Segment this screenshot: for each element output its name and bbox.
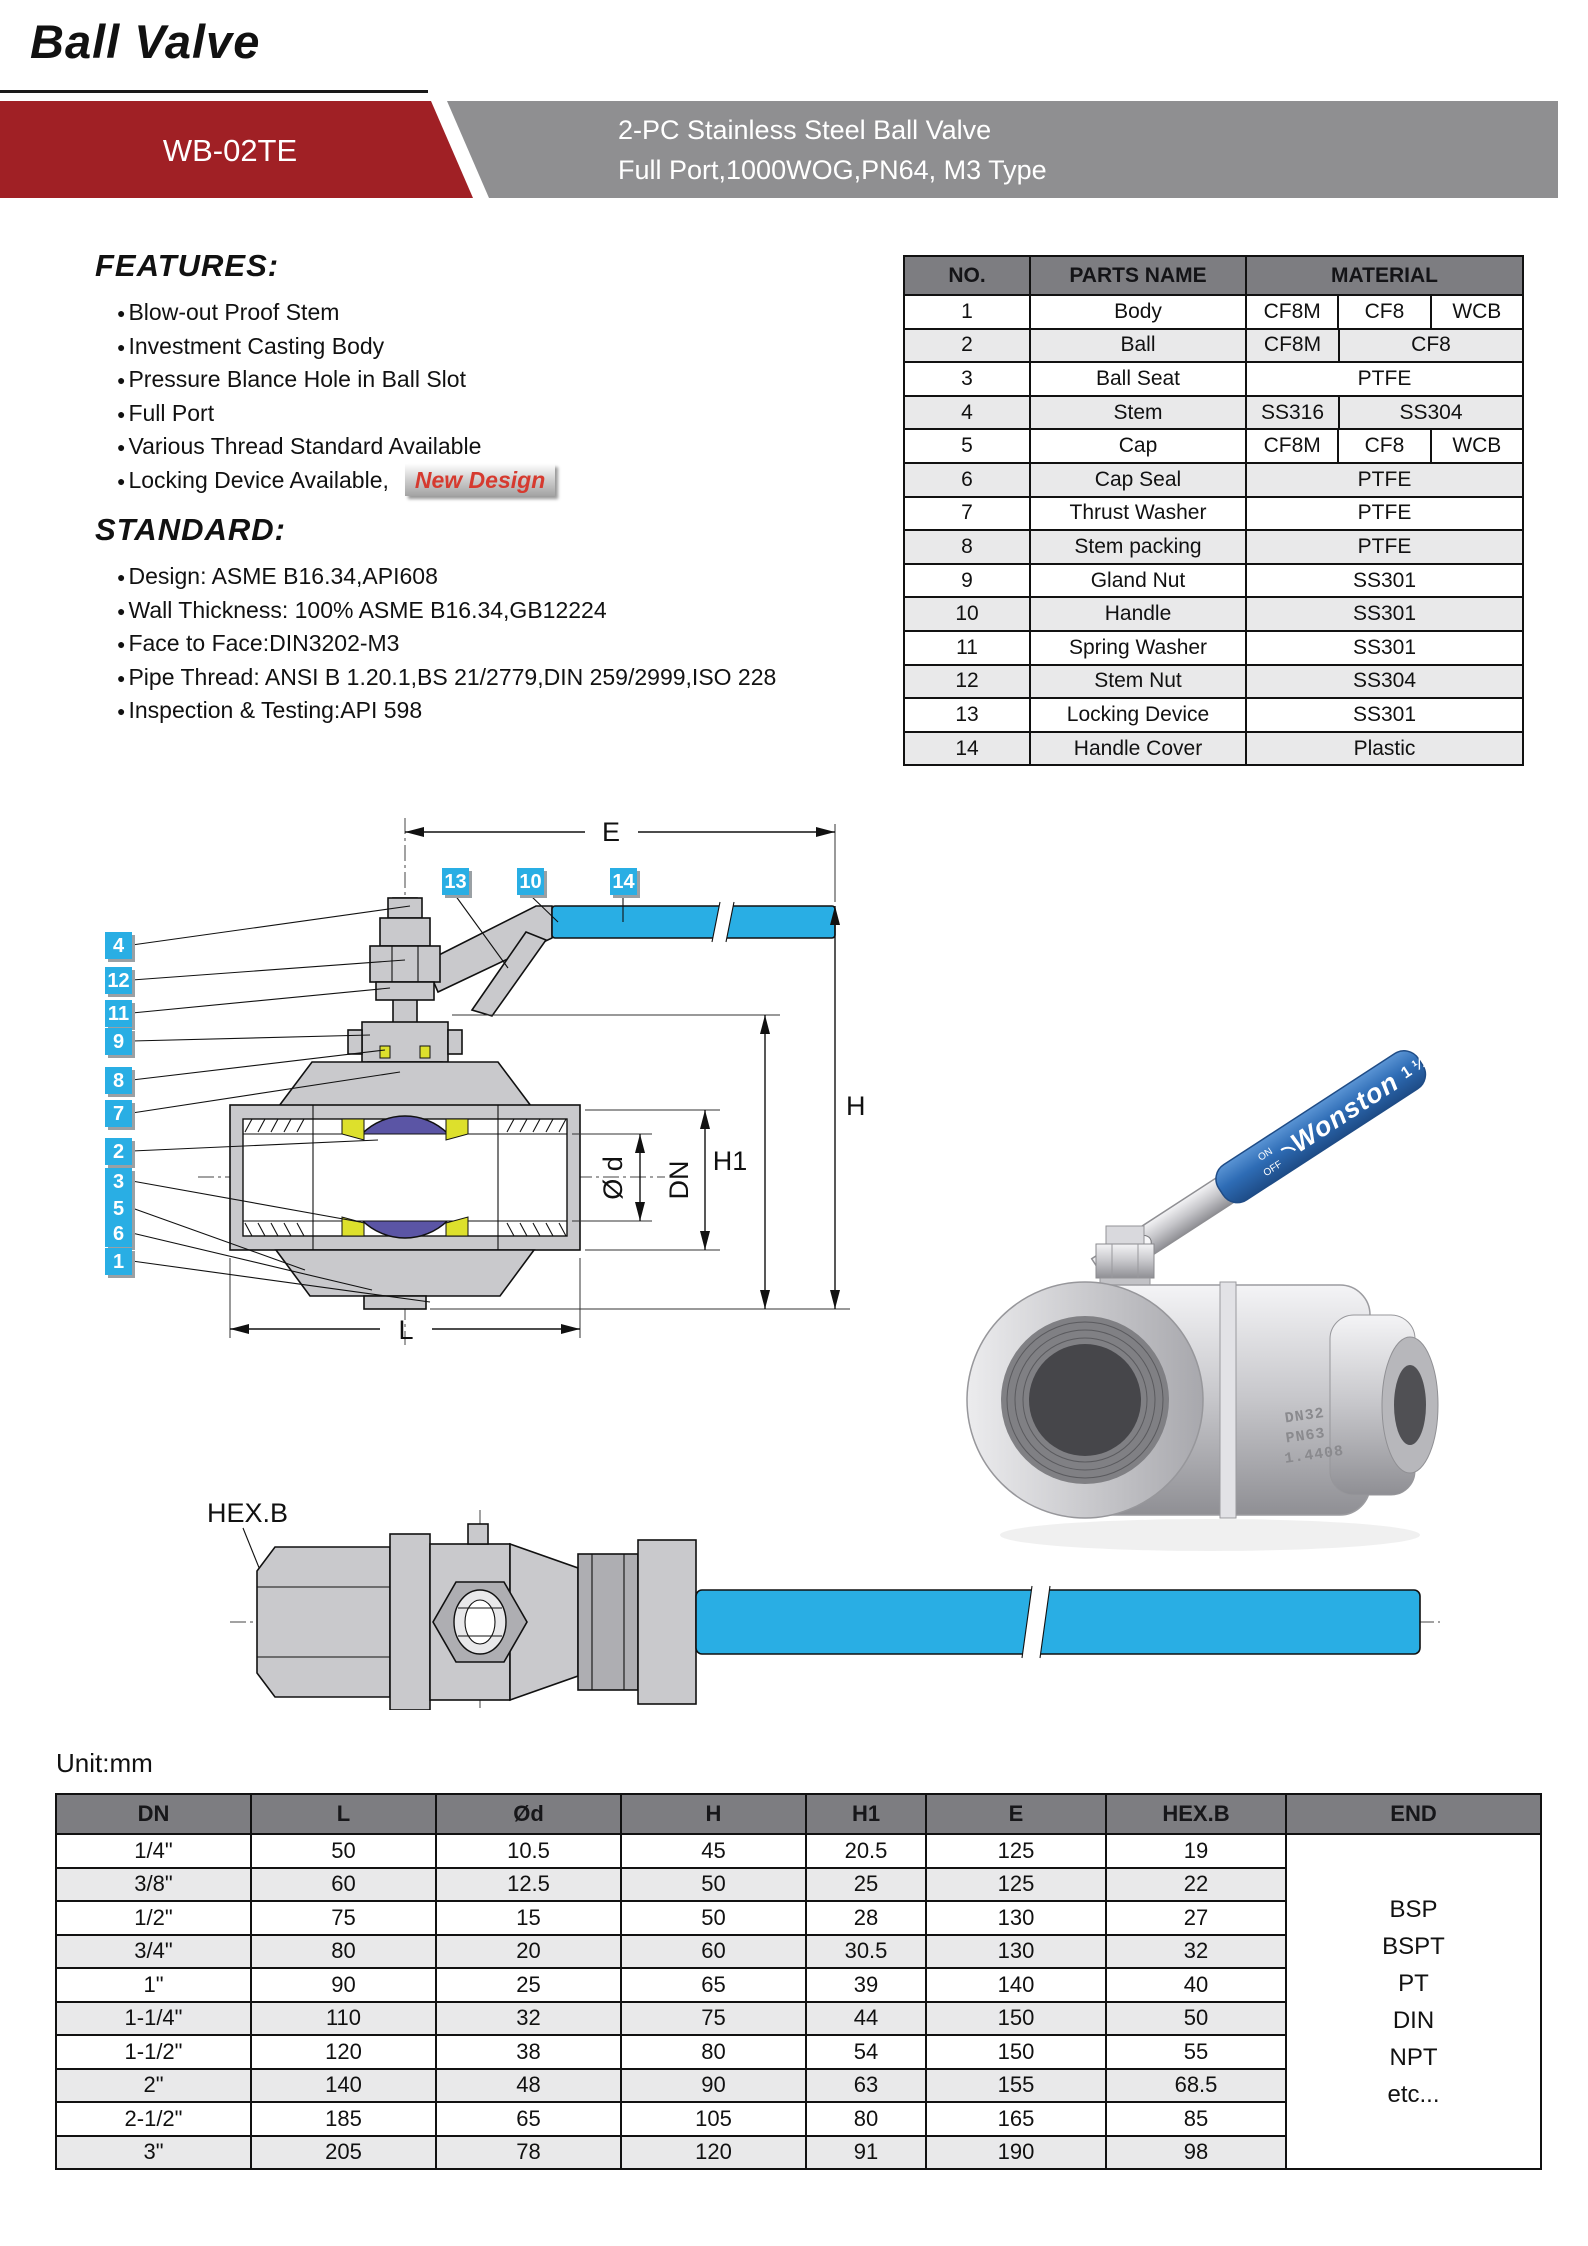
dim-value: 50 bbox=[251, 1834, 436, 1868]
dim-value: 68.5 bbox=[1106, 2069, 1286, 2103]
dim-value: 205 bbox=[251, 2136, 436, 2170]
dim-value: 125 bbox=[926, 1834, 1106, 1868]
dim-value: 60 bbox=[251, 1868, 436, 1902]
dim-value: 125 bbox=[926, 1868, 1106, 1902]
part-material bbox=[1246, 329, 1523, 363]
parts-table-row bbox=[904, 497, 1523, 531]
dim-value: 110 bbox=[251, 2002, 436, 2036]
dim-value: 44 bbox=[806, 2002, 926, 2036]
material-cell: Plastic bbox=[1353, 736, 1416, 760]
dim-value: 150 bbox=[926, 2035, 1106, 2069]
svg-text:5: 5 bbox=[112, 1198, 125, 1220]
dim-value: 130 bbox=[926, 1901, 1106, 1935]
svg-text:PN63: PN63 bbox=[1284, 1425, 1327, 1448]
callout-6 bbox=[105, 1220, 135, 1250]
dim-value: 19 bbox=[1106, 1834, 1286, 1868]
part-material bbox=[1246, 463, 1523, 497]
end-options-cell bbox=[1286, 1834, 1541, 2169]
material-cell: SS301 bbox=[1352, 635, 1417, 659]
dimension-table bbox=[55, 1793, 1542, 2170]
callout-10 bbox=[517, 868, 547, 898]
features-heading: FEATURES: bbox=[95, 248, 280, 283]
handle-cover-bar bbox=[552, 906, 835, 938]
dim-col-hexb: HEX.B bbox=[1106, 1794, 1286, 1834]
dim-value: 80 bbox=[806, 2102, 926, 2136]
dim-value: 120 bbox=[251, 2035, 436, 2069]
banner-subtitle-line1: 2-PC Stainless Steel Ball Valve bbox=[618, 115, 992, 145]
part-material bbox=[1246, 497, 1523, 531]
dim-value: 15 bbox=[436, 1901, 621, 1935]
part-no: 13 bbox=[904, 698, 1030, 732]
dim-value: 98 bbox=[1106, 2136, 1286, 2170]
photo-shadow bbox=[1000, 1519, 1420, 1551]
list-item bbox=[117, 464, 795, 498]
list-item bbox=[117, 627, 795, 661]
part-material bbox=[1246, 530, 1523, 564]
dim-value: 3/8" bbox=[56, 1868, 251, 1902]
parts-table-row bbox=[904, 631, 1523, 665]
dim-value: 38 bbox=[436, 2035, 621, 2069]
dim-value: 1-1/2" bbox=[56, 2035, 251, 2069]
material-cell: CF8 bbox=[1338, 330, 1522, 362]
svg-text:6: 6 bbox=[112, 1223, 125, 1245]
part-material bbox=[1246, 631, 1523, 665]
list-item bbox=[117, 694, 795, 728]
dim-value: 90 bbox=[251, 1968, 436, 2002]
list-item-label: Wall Thickness: 100% ASME B16.34,GB12224 bbox=[128, 596, 607, 623]
parts-table-row bbox=[904, 665, 1523, 699]
material-cell: PTFE bbox=[1357, 467, 1412, 491]
part-name: Stem packing bbox=[1030, 530, 1246, 564]
dim-value: 185 bbox=[251, 2102, 436, 2136]
part-material bbox=[1246, 597, 1523, 631]
material-cell: WCB bbox=[1430, 430, 1522, 462]
svg-text:7: 7 bbox=[112, 1103, 125, 1125]
part-name: Cap bbox=[1030, 429, 1246, 463]
dim-value: 2" bbox=[56, 2069, 251, 2103]
standard-list bbox=[117, 560, 795, 728]
standard-section bbox=[95, 512, 795, 728]
dim-value: 1" bbox=[56, 1968, 251, 2002]
dim-value: 140 bbox=[251, 2069, 436, 2103]
list-item bbox=[117, 397, 795, 431]
part-material bbox=[1246, 698, 1523, 732]
end-option: NPT bbox=[1389, 2043, 1438, 2071]
part-no: 2 bbox=[904, 329, 1030, 363]
end-option: PT bbox=[1398, 1969, 1429, 1997]
handle-brand-label: Wonston bbox=[1285, 1066, 1405, 1159]
dim-label-od: Ø d bbox=[598, 1156, 628, 1200]
dim-value: 120 bbox=[621, 2136, 806, 2170]
dim-value: 32 bbox=[436, 2002, 621, 2036]
material-cell: PTFE bbox=[1357, 534, 1412, 558]
part-name: Gland Nut bbox=[1030, 564, 1246, 598]
part-name: Thrust Washer bbox=[1030, 497, 1246, 531]
list-item-label: Full Port bbox=[128, 399, 215, 426]
dim-value: 20 bbox=[436, 1935, 621, 1969]
part-name: Handle bbox=[1030, 597, 1246, 631]
svg-text:DN32: DN32 bbox=[1283, 1405, 1326, 1428]
list-item bbox=[117, 330, 795, 364]
dim-value: 1/4" bbox=[56, 1834, 251, 1868]
handle-off-label: OFF bbox=[1261, 1158, 1285, 1180]
model-number: WB-02TE bbox=[162, 133, 298, 168]
dim-value: 12.5 bbox=[436, 1868, 621, 1902]
part-name: Stem bbox=[1030, 396, 1246, 430]
part-no: 3 bbox=[904, 362, 1030, 396]
parts-table-row bbox=[904, 429, 1523, 463]
handle-side-view bbox=[696, 1590, 1420, 1654]
part-name: Stem Nut bbox=[1030, 665, 1246, 699]
dim-label-hexb: HEX.B bbox=[207, 1498, 289, 1528]
svg-text:1.4408: 1.4408 bbox=[1283, 1442, 1346, 1468]
bullet-icon: ● bbox=[117, 636, 126, 652]
material-cell: CF8 bbox=[1337, 296, 1429, 328]
end-option: BSP bbox=[1389, 1895, 1438, 1923]
svg-text:13: 13 bbox=[444, 871, 467, 893]
part-no: 14 bbox=[904, 732, 1030, 766]
material-cell: WCB bbox=[1430, 296, 1522, 328]
material-cell: CF8M bbox=[1263, 434, 1321, 458]
dim-value: 65 bbox=[436, 2102, 621, 2136]
dim-value: 48 bbox=[436, 2069, 621, 2103]
gland-nut-part bbox=[362, 1022, 448, 1062]
dim-value: 20.5 bbox=[806, 1834, 926, 1868]
part-no: 5 bbox=[904, 429, 1030, 463]
parts-col-name: PARTS NAME bbox=[1030, 256, 1246, 295]
union-nut bbox=[578, 1554, 638, 1690]
dim-col-end: END bbox=[1286, 1794, 1541, 1834]
dim-value: 45 bbox=[621, 1834, 806, 1868]
list-item-label: Inspection & Testing:API 598 bbox=[128, 697, 423, 723]
dim-value: 91 bbox=[806, 2136, 926, 2170]
part-material bbox=[1246, 429, 1523, 463]
part-name: Spring Washer bbox=[1030, 631, 1246, 665]
part-no: 7 bbox=[904, 497, 1030, 531]
dim-value: 25 bbox=[806, 1868, 926, 1902]
parts-table-row bbox=[904, 530, 1523, 564]
part-name: Body bbox=[1030, 295, 1246, 329]
part-material bbox=[1246, 732, 1523, 766]
dim-value: 80 bbox=[251, 1935, 436, 1969]
part-material bbox=[1246, 564, 1523, 598]
callout-8 bbox=[105, 1067, 135, 1097]
list-item-label: Various Thread Standard Available bbox=[128, 433, 482, 459]
parts-table-header-row bbox=[904, 256, 1523, 295]
dim-value: 105 bbox=[621, 2102, 806, 2136]
part-no: 12 bbox=[904, 665, 1030, 699]
callout-14 bbox=[610, 868, 640, 898]
parts-col-no: NO. bbox=[904, 256, 1030, 295]
dim-value: 150 bbox=[926, 2002, 1106, 2036]
part-name: Cap Seal bbox=[1030, 463, 1246, 497]
list-item-label: Investment Casting Body bbox=[128, 332, 385, 359]
dim-value: 75 bbox=[621, 2002, 806, 2036]
part-no: 6 bbox=[904, 463, 1030, 497]
callout-1 bbox=[105, 1248, 135, 1278]
svg-text:10: 10 bbox=[519, 871, 542, 893]
callout-4 bbox=[105, 932, 135, 962]
part-material bbox=[1246, 665, 1523, 699]
bullet-icon: ● bbox=[117, 405, 126, 422]
dim-value: 78 bbox=[436, 2136, 621, 2170]
svg-text:9: 9 bbox=[112, 1031, 125, 1053]
dim-value: 1/2" bbox=[56, 1901, 251, 1935]
part-material bbox=[1246, 295, 1523, 329]
list-item-label: Locking Device Available, bbox=[128, 466, 389, 493]
svg-text:3: 3 bbox=[112, 1171, 125, 1193]
part-material bbox=[1246, 362, 1523, 396]
dim-col-h: H bbox=[621, 1794, 806, 1834]
parts-table-row bbox=[904, 362, 1523, 396]
list-item-label: Pipe Thread: ANSI B 1.20.1,BS 21/2779,DIN 259/2999,ISO 228 bbox=[128, 663, 777, 690]
callout-2 bbox=[105, 1138, 135, 1168]
list-item bbox=[117, 560, 795, 594]
part-name: Handle Cover bbox=[1030, 732, 1246, 766]
part-no: 4 bbox=[904, 396, 1030, 430]
cap-seal-part bbox=[364, 1296, 426, 1309]
dim-value: 2-1/2" bbox=[56, 2102, 251, 2136]
dim-value: 130 bbox=[926, 1935, 1106, 1969]
dim-col-h1: H1 bbox=[806, 1794, 926, 1834]
page-title: Ball Valve bbox=[30, 15, 261, 68]
parts-table-row bbox=[904, 329, 1523, 363]
dim-table-header-row bbox=[56, 1794, 1541, 1834]
callout-12 bbox=[105, 967, 135, 997]
dim-col-dn: DN bbox=[56, 1794, 251, 1834]
callout-7 bbox=[105, 1100, 135, 1130]
dim-value: 25 bbox=[436, 1968, 621, 2002]
material-cell: SS301 bbox=[1352, 568, 1417, 592]
dim-value: 3/4" bbox=[56, 1935, 251, 1969]
callout-13 bbox=[442, 868, 472, 898]
dim-value: 54 bbox=[806, 2035, 926, 2069]
material-cell: SS301 bbox=[1352, 702, 1417, 726]
dim-value: 90 bbox=[621, 2069, 806, 2103]
dim-value: 155 bbox=[926, 2069, 1106, 2103]
dim-col-l: L bbox=[251, 1794, 436, 1834]
svg-text:1: 1 bbox=[112, 1251, 125, 1273]
title-rule bbox=[0, 90, 428, 93]
banner-subtitle-line2: Full Port,1000WOG,PN64, M3 Type bbox=[618, 155, 1047, 185]
dim-table-body bbox=[56, 1834, 1541, 2169]
part-no: 11 bbox=[904, 631, 1030, 665]
callout-11 bbox=[105, 1000, 135, 1030]
bullet-icon: ● bbox=[117, 305, 126, 321]
material-cell: SS304 bbox=[1352, 669, 1417, 693]
dim-value: 32 bbox=[1106, 1935, 1286, 1969]
handle-size-label: 1 ¼ bbox=[1398, 1053, 1430, 1083]
material-cell: SS301 bbox=[1352, 602, 1417, 626]
dim-label-l: L bbox=[398, 1315, 414, 1345]
list-item bbox=[117, 296, 795, 330]
svg-text:2: 2 bbox=[112, 1141, 125, 1163]
stem-nut-part bbox=[370, 946, 440, 982]
dim-value: 190 bbox=[926, 2136, 1106, 2170]
parts-table-row bbox=[904, 295, 1523, 329]
bullet-icon: ● bbox=[117, 703, 126, 719]
bullet-icon: ● bbox=[117, 669, 126, 686]
list-item bbox=[117, 430, 795, 464]
dim-col-e: E bbox=[926, 1794, 1106, 1834]
parts-table bbox=[903, 255, 1524, 766]
svg-text:4: 4 bbox=[112, 935, 125, 957]
material-cell: CF8M bbox=[1263, 299, 1321, 323]
bullet-icon: ● bbox=[117, 439, 126, 455]
features-list bbox=[117, 296, 795, 497]
material-cell: CF8 bbox=[1337, 430, 1429, 462]
svg-text:11: 11 bbox=[107, 1003, 130, 1025]
product-photo bbox=[890, 1030, 1530, 1570]
dim-value: 75 bbox=[251, 1901, 436, 1935]
dim-value: 30.5 bbox=[806, 1935, 926, 1969]
dim-value: 65 bbox=[621, 1968, 806, 2002]
dim-value: 39 bbox=[806, 1968, 926, 2002]
bullet-icon: ● bbox=[117, 338, 126, 355]
handle-on-label: ON bbox=[1256, 1146, 1275, 1164]
dim-value: 60 bbox=[621, 1935, 806, 1969]
standard-heading: STANDARD: bbox=[95, 512, 286, 547]
list-item bbox=[117, 363, 795, 397]
model-banner bbox=[0, 101, 1558, 198]
photo-body bbox=[967, 1282, 1438, 1518]
material-cell: CF8M bbox=[1263, 333, 1322, 357]
parts-table-row bbox=[904, 732, 1523, 766]
material-cell: PTFE bbox=[1357, 501, 1412, 525]
bullet-icon: ● bbox=[117, 472, 126, 489]
list-item-label: Blow-out Proof Stem bbox=[128, 299, 340, 325]
parts-table-row bbox=[904, 396, 1523, 430]
svg-text:14: 14 bbox=[612, 871, 635, 893]
dim-value: 50 bbox=[621, 1868, 806, 1902]
list-item bbox=[117, 594, 795, 628]
part-no: 9 bbox=[904, 564, 1030, 598]
parts-table-row bbox=[904, 597, 1523, 631]
part-name: Ball Seat bbox=[1030, 362, 1246, 396]
bullet-icon: ● bbox=[117, 372, 126, 388]
unit-label: Unit:mm bbox=[56, 1748, 153, 1778]
dim-table-row bbox=[56, 1834, 1541, 1868]
end-option: BSPT bbox=[1382, 1932, 1445, 1960]
parts-table-body bbox=[904, 295, 1523, 765]
dim-value: 28 bbox=[806, 1901, 926, 1935]
dim-value: 55 bbox=[1106, 2035, 1286, 2069]
dim-value: 165 bbox=[926, 2102, 1106, 2136]
material-cell: SS304 bbox=[1338, 397, 1522, 429]
list-item-label: Design: ASME B16.34,API608 bbox=[128, 563, 438, 589]
end-option: etc... bbox=[1387, 2080, 1440, 2108]
part-material bbox=[1246, 396, 1523, 430]
dim-value: 27 bbox=[1106, 1901, 1286, 1935]
svg-text:12: 12 bbox=[107, 970, 130, 992]
dim-value: 50 bbox=[1106, 2002, 1286, 2036]
parts-col-material: MATERIAL bbox=[1246, 256, 1523, 295]
part-no: 10 bbox=[904, 597, 1030, 631]
body-bottom-cap bbox=[276, 1250, 534, 1296]
dim-col-od: Ød bbox=[436, 1794, 621, 1834]
stem-packing-part bbox=[380, 1046, 390, 1058]
dim-label-dn: DN bbox=[664, 1160, 694, 1200]
parts-table-row bbox=[904, 564, 1523, 598]
callout-3 bbox=[105, 1168, 135, 1198]
material-cell: SS316 bbox=[1260, 400, 1325, 424]
callout-9 bbox=[105, 1028, 135, 1058]
parts-table-row bbox=[904, 463, 1523, 497]
list-item-label: Face to Face:DIN3202-M3 bbox=[128, 630, 400, 656]
list-item bbox=[117, 661, 795, 695]
part-name: Locking Device bbox=[1030, 698, 1246, 732]
part-no: 1 bbox=[904, 295, 1030, 329]
banner-subtitle bbox=[618, 110, 1047, 190]
part-no: 8 bbox=[904, 530, 1030, 564]
dim-value: 40 bbox=[1106, 1968, 1286, 2002]
dim-label-e: E bbox=[601, 817, 621, 847]
parts-table-row bbox=[904, 698, 1523, 732]
dim-value: 140 bbox=[926, 1968, 1106, 2002]
dim-value: 22 bbox=[1106, 1868, 1286, 1902]
features-section bbox=[95, 248, 795, 497]
dim-value: 63 bbox=[806, 2069, 926, 2103]
end-option: DIN bbox=[1392, 2006, 1435, 2034]
material-cell: PTFE bbox=[1357, 366, 1412, 390]
dim-value: 50 bbox=[621, 1901, 806, 1935]
dim-value: 1-1/4" bbox=[56, 2002, 251, 2036]
dim-value: 3" bbox=[56, 2136, 251, 2170]
dim-value: 80 bbox=[621, 2035, 806, 2069]
part-name: Ball bbox=[1030, 329, 1246, 363]
dim-value: 85 bbox=[1106, 2102, 1286, 2136]
dim-value: 10.5 bbox=[436, 1834, 621, 1868]
bullet-icon: ● bbox=[117, 602, 126, 619]
hex-end-cap bbox=[257, 1547, 390, 1697]
new-design-badge: New Design bbox=[405, 464, 555, 497]
list-item-label: Pressure Blance Hole in Ball Slot bbox=[128, 366, 466, 392]
bullet-icon: ● bbox=[117, 569, 126, 585]
dim-label-h: H bbox=[846, 1091, 866, 1121]
svg-text:8: 8 bbox=[112, 1070, 125, 1092]
body-top-cover bbox=[276, 1062, 534, 1110]
dim-label-h1: H1 bbox=[712, 1146, 748, 1176]
